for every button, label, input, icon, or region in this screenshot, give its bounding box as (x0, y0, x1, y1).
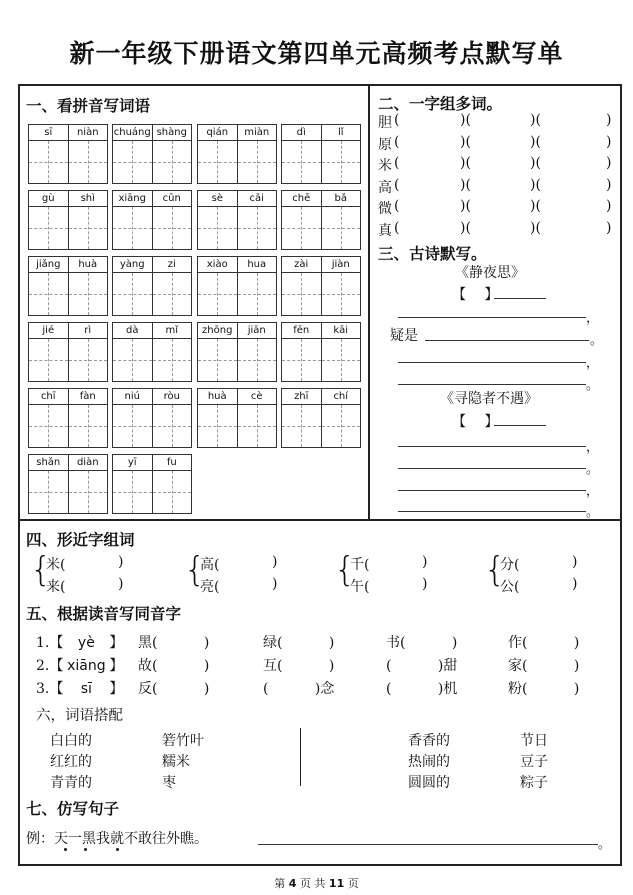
poem1-comma1: ， (586, 311, 600, 326)
match-word[interactable]: 热闹的 (408, 754, 450, 770)
pinyin-syllable: fēn (293, 325, 310, 336)
paren-sep: )( (460, 133, 471, 150)
pair-brace: { (334, 550, 356, 590)
word-group-row (378, 134, 618, 154)
poem1-title: 《静夜思》 (455, 265, 525, 281)
pinyin-label (197, 190, 277, 207)
poem1-line2 (425, 340, 589, 341)
homophone-prefix (36, 632, 123, 652)
pinyin-cell (197, 190, 277, 250)
pinyin-label (112, 322, 192, 339)
homophone-blank[interactable]: ( )念 (263, 681, 335, 697)
section-divider (18, 519, 622, 521)
pinyin-syllable: shì (68, 191, 108, 206)
section1-heading: 一、看拼音写词语 (26, 96, 151, 115)
paren-close: ) (606, 155, 612, 171)
pinyin-syllable: jiàn (321, 257, 361, 272)
pinyin-label (281, 388, 361, 405)
homophone-blank[interactable]: 家( ) (508, 658, 580, 674)
paren-sep: )( (460, 176, 471, 193)
homophone-blank[interactable]: 故( ) (138, 658, 210, 674)
writing-box[interactable] (198, 207, 237, 249)
paren-close: ) (272, 576, 278, 592)
row-number: 2.【 (36, 658, 64, 674)
pinyin-syllable: sī (44, 127, 53, 138)
group-char: 胆 (378, 115, 392, 131)
character-boxes (28, 405, 108, 448)
paren-close: ) (422, 554, 428, 570)
writing-box[interactable] (152, 471, 192, 513)
pinyin-cell (281, 256, 361, 316)
match-word[interactable]: 节日 (520, 733, 548, 749)
pinyin-cell (197, 322, 277, 382)
pinyin-cell (28, 454, 108, 514)
section4-heading: 四、形近字组词 (26, 530, 135, 549)
pinyin-syllable: niàn (68, 125, 108, 140)
section2-heading: 二、一字组多词。 (378, 94, 503, 113)
pinyin-reading: sī (80, 681, 92, 697)
poem1-author-line (494, 298, 546, 299)
character-boxes (197, 207, 277, 250)
page-title: 新一年级下册语文第四单元高频考点默写单 (69, 39, 564, 68)
pinyin-cell (112, 388, 192, 448)
pinyin-syllable: fàn (68, 389, 108, 404)
character-boxes (28, 339, 108, 382)
paren-close: ) (606, 219, 612, 236)
writing-box[interactable] (282, 141, 321, 183)
character-boxes (28, 471, 108, 514)
sentence-answer-line[interactable] (258, 844, 598, 845)
bracket-close: 】 (109, 635, 124, 651)
paren-sep: )( (460, 198, 471, 214)
paren-sep: )( (460, 112, 471, 128)
pinyin-label (28, 190, 108, 207)
writing-box[interactable] (29, 339, 68, 381)
pinyin-syllable: chī (40, 391, 56, 402)
paren-sep: )( (530, 219, 541, 236)
pinyin-syllable: dà (126, 325, 139, 336)
pinyin-syllable: qián (206, 127, 229, 138)
pinyin-syllable: zhōng (202, 325, 233, 336)
row-number: 3.【 (36, 681, 64, 697)
paren-open: ( (394, 112, 400, 128)
pinyin-syllable: yī (127, 457, 137, 468)
pinyin-syllable: ròu (152, 389, 192, 404)
writing-box[interactable] (321, 207, 361, 249)
writing-box[interactable] (68, 405, 108, 447)
match-word[interactable]: 糯米 (162, 754, 190, 770)
pinyin-cell (112, 454, 192, 514)
pinyin-syllable: cè (237, 389, 277, 404)
paren-sep: )( (530, 133, 541, 150)
pinyin-label (112, 124, 192, 141)
writing-box[interactable] (321, 339, 361, 381)
paren-sep: )( (460, 219, 471, 236)
pinyin-cell (28, 190, 108, 250)
writing-box[interactable] (321, 273, 361, 315)
pinyin-syllable: gù (41, 193, 55, 204)
writing-box[interactable] (29, 207, 68, 249)
pinyin-syllable: bǎ (321, 191, 361, 206)
section3-heading: 三、古诗默写。 (378, 244, 487, 263)
paren-close: ) (606, 112, 612, 128)
character-boxes (112, 141, 192, 184)
paren-open: ( (394, 219, 400, 236)
paren-sep: )( (460, 155, 471, 171)
writing-box[interactable] (29, 273, 68, 315)
paren-open: ( (394, 155, 400, 171)
row-number: 1.【 (36, 635, 64, 651)
footer-pre: 第 (274, 877, 286, 890)
character-boxes (112, 273, 192, 316)
homophone-blank[interactable]: ( )甜 (386, 658, 458, 674)
column-divider (368, 84, 370, 520)
writing-box[interactable] (321, 405, 361, 447)
pinyin-label (28, 124, 108, 141)
pinyin-label (281, 256, 361, 273)
pinyin-syllable: lǐ (321, 125, 361, 140)
word-group-row (378, 198, 618, 218)
paren-sep: )( (530, 198, 541, 214)
writing-box[interactable] (282, 273, 321, 315)
character-boxes (112, 471, 192, 514)
poem2-author-line (494, 425, 546, 426)
word-group-row (378, 112, 618, 132)
poem2-line3 (398, 490, 586, 491)
homophone-blank[interactable]: 绿( ) (263, 635, 335, 651)
character-boxes (197, 405, 277, 448)
pinyin-syllable: shǎn (36, 457, 61, 468)
sentence-period: 。 (598, 837, 612, 852)
pinyin-cell (197, 388, 277, 448)
writing-box[interactable] (198, 405, 237, 447)
writing-box[interactable] (29, 471, 68, 513)
paren-sep: )( (530, 112, 541, 128)
pinyin-syllable: chuáng (113, 127, 151, 138)
pinyin-syllable: huà (207, 391, 227, 402)
pinyin-cell (28, 388, 108, 448)
writing-box[interactable] (68, 141, 108, 183)
similar-char-item: 千( (350, 557, 370, 573)
pinyin-label (28, 322, 108, 339)
section7-heading: 七、仿写句子 (26, 799, 120, 818)
writing-box[interactable] (198, 141, 237, 183)
page-footer (0, 875, 633, 891)
match-word[interactable]: 青青的 (50, 775, 92, 791)
character-boxes (281, 339, 361, 382)
homophone-blank[interactable]: 粉( ) (508, 681, 580, 697)
emphasis-dot (84, 848, 87, 851)
section6-heading: 六，词语搭配 (36, 708, 123, 724)
pinyin-syllable: zi (152, 257, 192, 272)
pinyin-label (197, 124, 277, 141)
pinyin-cell (112, 190, 192, 250)
pinyin-cell (28, 322, 108, 382)
pinyin-syllable: huà (68, 257, 108, 272)
poem2-line4 (398, 511, 586, 512)
poem1-line1 (398, 317, 586, 318)
footer-post: 页 (347, 877, 359, 890)
paren-close: ) (422, 576, 428, 592)
pinyin-syllable: rì (68, 323, 108, 338)
writing-box[interactable] (113, 339, 152, 381)
homophone-blank[interactable]: 黑( ) (138, 635, 210, 651)
writing-box[interactable] (152, 339, 192, 381)
similar-char-item: 高( (200, 557, 220, 573)
character-boxes (28, 207, 108, 250)
pinyin-cell (281, 124, 361, 184)
similar-char-item: 亮( (200, 579, 220, 595)
pinyin-label (281, 322, 361, 339)
pinyin-syllable: hua (237, 257, 277, 272)
homophone-blank[interactable]: 互( ) (263, 658, 335, 674)
match-word[interactable]: 红红的 (50, 754, 92, 770)
pinyin-reading: xiāng (67, 658, 106, 674)
writing-box[interactable] (237, 141, 277, 183)
homophone-prefix (36, 678, 123, 698)
homophone-blank[interactable]: 书( ) (386, 635, 458, 651)
pinyin-label (112, 190, 192, 207)
match-word[interactable]: 箬竹叶 (162, 733, 204, 749)
pinyin-syllable: shàng (152, 125, 192, 140)
paren-close: ) (606, 176, 612, 193)
match-divider (300, 728, 301, 786)
writing-box[interactable] (152, 405, 192, 447)
writing-box[interactable] (198, 273, 237, 315)
poem2-comma2: ， (586, 484, 600, 499)
pinyin-syllable: xiào (206, 259, 228, 270)
pinyin-label (112, 388, 192, 405)
paren-close: ) (606, 133, 612, 150)
similar-char-item: 分( (500, 557, 520, 573)
writing-box[interactable] (68, 273, 108, 315)
paren-open: ( (394, 176, 400, 193)
similar-char-item: 来( (46, 579, 66, 595)
pinyin-syllable: mǐ (152, 323, 192, 338)
pinyin-syllable: sè (211, 193, 223, 204)
pinyin-cell (112, 256, 192, 316)
writing-box[interactable] (237, 207, 277, 249)
match-word[interactable]: 香香的 (408, 733, 450, 749)
character-boxes (281, 273, 361, 316)
pinyin-label (281, 190, 361, 207)
group-char: 米 (378, 158, 392, 174)
word-group-row (378, 177, 618, 197)
match-word[interactable]: 枣 (162, 775, 176, 791)
paren-open: ( (394, 198, 400, 214)
pinyin-syllable: jiān (237, 323, 277, 338)
writing-box[interactable] (152, 141, 192, 183)
writing-box[interactable] (152, 273, 192, 315)
homophone-prefix (36, 655, 123, 675)
character-boxes (197, 273, 277, 316)
poem2-line2 (398, 468, 586, 469)
emphasis-dot (64, 848, 67, 851)
poem1-line4 (398, 384, 586, 385)
pinyin-cell (281, 190, 361, 250)
pinyin-label (28, 388, 108, 405)
pinyin-label (197, 256, 277, 273)
poem1-line3 (398, 362, 586, 363)
pinyin-syllable: fu (152, 455, 192, 470)
match-word[interactable]: 豆子 (520, 754, 548, 770)
pinyin-syllable: cǎi (237, 191, 277, 206)
pinyin-cell (112, 322, 192, 382)
writing-box[interactable] (237, 339, 277, 381)
writing-box[interactable] (113, 273, 152, 315)
pinyin-syllable: zài (294, 259, 309, 270)
poem2-period2: 。 (586, 505, 600, 520)
writing-box[interactable] (29, 405, 68, 447)
poem2-author-bracket: 【 】 (452, 414, 499, 430)
poem1-author-bracket: 【 】 (452, 287, 499, 303)
character-boxes (112, 207, 192, 250)
poem2-title: 《寻隐者不遇》 (440, 391, 538, 407)
pinyin-syllable: yàng (119, 259, 145, 270)
pinyin-syllable: diàn (68, 455, 108, 470)
pinyin-label (197, 388, 277, 405)
paren-close: ) (606, 198, 612, 214)
group-char: 微 (378, 201, 392, 217)
writing-box[interactable] (237, 405, 277, 447)
homophone-blank[interactable]: 作( ) (508, 635, 580, 651)
writing-box[interactable] (113, 141, 152, 183)
pinyin-cell (197, 256, 277, 316)
example-sentence: 例：天一黑我就不敢往外瞧。 (26, 831, 208, 847)
writing-box[interactable] (113, 471, 152, 513)
character-boxes (112, 405, 192, 448)
bracket-close: 】 (109, 658, 124, 674)
section5-heading: 五、根据读音写同音字 (26, 604, 182, 623)
pinyin-reading: yè (77, 635, 95, 651)
poem1-line2-lead[interactable]: 疑是 (390, 328, 418, 344)
writing-box[interactable] (68, 207, 108, 249)
bracket-close: 】 (109, 681, 124, 697)
homophone-blank[interactable]: 反( ) (138, 681, 210, 697)
pinyin-label (112, 454, 192, 471)
pair-brace: { (484, 550, 506, 590)
poem2-period1: 。 (586, 462, 600, 477)
writing-box[interactable] (113, 207, 152, 249)
writing-box[interactable] (282, 207, 321, 249)
writing-box[interactable] (68, 339, 108, 381)
paren-close: ) (572, 576, 578, 592)
writing-box[interactable] (282, 405, 321, 447)
character-boxes (281, 207, 361, 250)
similar-char-item: 米( (46, 557, 66, 573)
poem2-comma1: ， (586, 440, 600, 455)
pinyin-cell (197, 124, 277, 184)
pinyin-cell (112, 124, 192, 184)
poem1-period2: 。 (586, 378, 600, 393)
pinyin-label (281, 124, 361, 141)
match-word[interactable]: 圆圆的 (408, 775, 450, 791)
paren-sep: )( (530, 176, 541, 193)
group-char: 真 (378, 222, 392, 239)
pinyin-syllable: zhī (294, 391, 309, 402)
pinyin-cell (281, 322, 361, 382)
paren-close: ) (118, 576, 124, 592)
pinyin-cell (281, 388, 361, 448)
character-boxes (197, 141, 277, 184)
paren-sep: )( (530, 155, 541, 171)
pinyin-syllable: kāi (321, 323, 361, 338)
pinyin-label (112, 256, 192, 273)
pinyin-label (197, 322, 277, 339)
group-char: 高 (378, 179, 392, 196)
paren-open: ( (394, 133, 400, 150)
pinyin-syllable: niú (124, 391, 140, 402)
paren-close: ) (572, 554, 578, 570)
pinyin-syllable: jié (42, 325, 55, 336)
pinyin-cell (28, 256, 108, 316)
pinyin-syllable: xiāng (118, 193, 146, 204)
footer-page-number: 4 (288, 877, 297, 890)
pair-brace: { (30, 550, 52, 590)
writing-box[interactable] (321, 141, 361, 183)
writing-box[interactable] (68, 471, 108, 513)
match-word[interactable]: 白白的 (50, 733, 92, 749)
writing-box[interactable] (113, 405, 152, 447)
word-group-row (378, 155, 618, 175)
pair-brace: { (184, 550, 206, 590)
similar-char-item: 公( (500, 579, 520, 595)
character-boxes (112, 339, 192, 382)
pinyin-label (28, 256, 108, 273)
writing-box[interactable] (237, 273, 277, 315)
pinyin-syllable: chí (321, 389, 361, 404)
group-char: 原 (378, 136, 392, 153)
character-boxes (28, 273, 108, 316)
pinyin-cell (28, 124, 108, 184)
word-group-row (378, 220, 618, 240)
pinyin-syllable: dì (296, 127, 306, 138)
homophone-blank[interactable]: ( )机 (386, 681, 458, 697)
paren-close: ) (272, 554, 278, 570)
character-boxes (281, 141, 361, 184)
writing-box[interactable] (29, 141, 68, 183)
pinyin-label (28, 454, 108, 471)
writing-box[interactable] (282, 339, 321, 381)
footer-mid: 页 共 (299, 877, 326, 890)
footer-total-pages: 11 (328, 877, 345, 890)
pinyin-syllable: jiǎng (36, 259, 61, 270)
poem2-line1 (398, 446, 586, 447)
match-word[interactable]: 粽子 (520, 775, 548, 791)
paren-close: ) (118, 554, 124, 570)
poem1-period1: 。 (590, 333, 604, 348)
character-boxes (197, 339, 277, 382)
pinyin-syllable: cūn (152, 191, 192, 206)
character-boxes (281, 405, 361, 448)
writing-box[interactable] (198, 339, 237, 381)
pinyin-syllable: miàn (237, 125, 277, 140)
character-boxes (28, 141, 108, 184)
pinyin-syllable: chē (292, 193, 311, 204)
poem1-comma2: ， (586, 356, 600, 371)
emphasis-dot (116, 848, 119, 851)
writing-box[interactable] (152, 207, 192, 249)
similar-char-item: 午( (350, 579, 370, 595)
